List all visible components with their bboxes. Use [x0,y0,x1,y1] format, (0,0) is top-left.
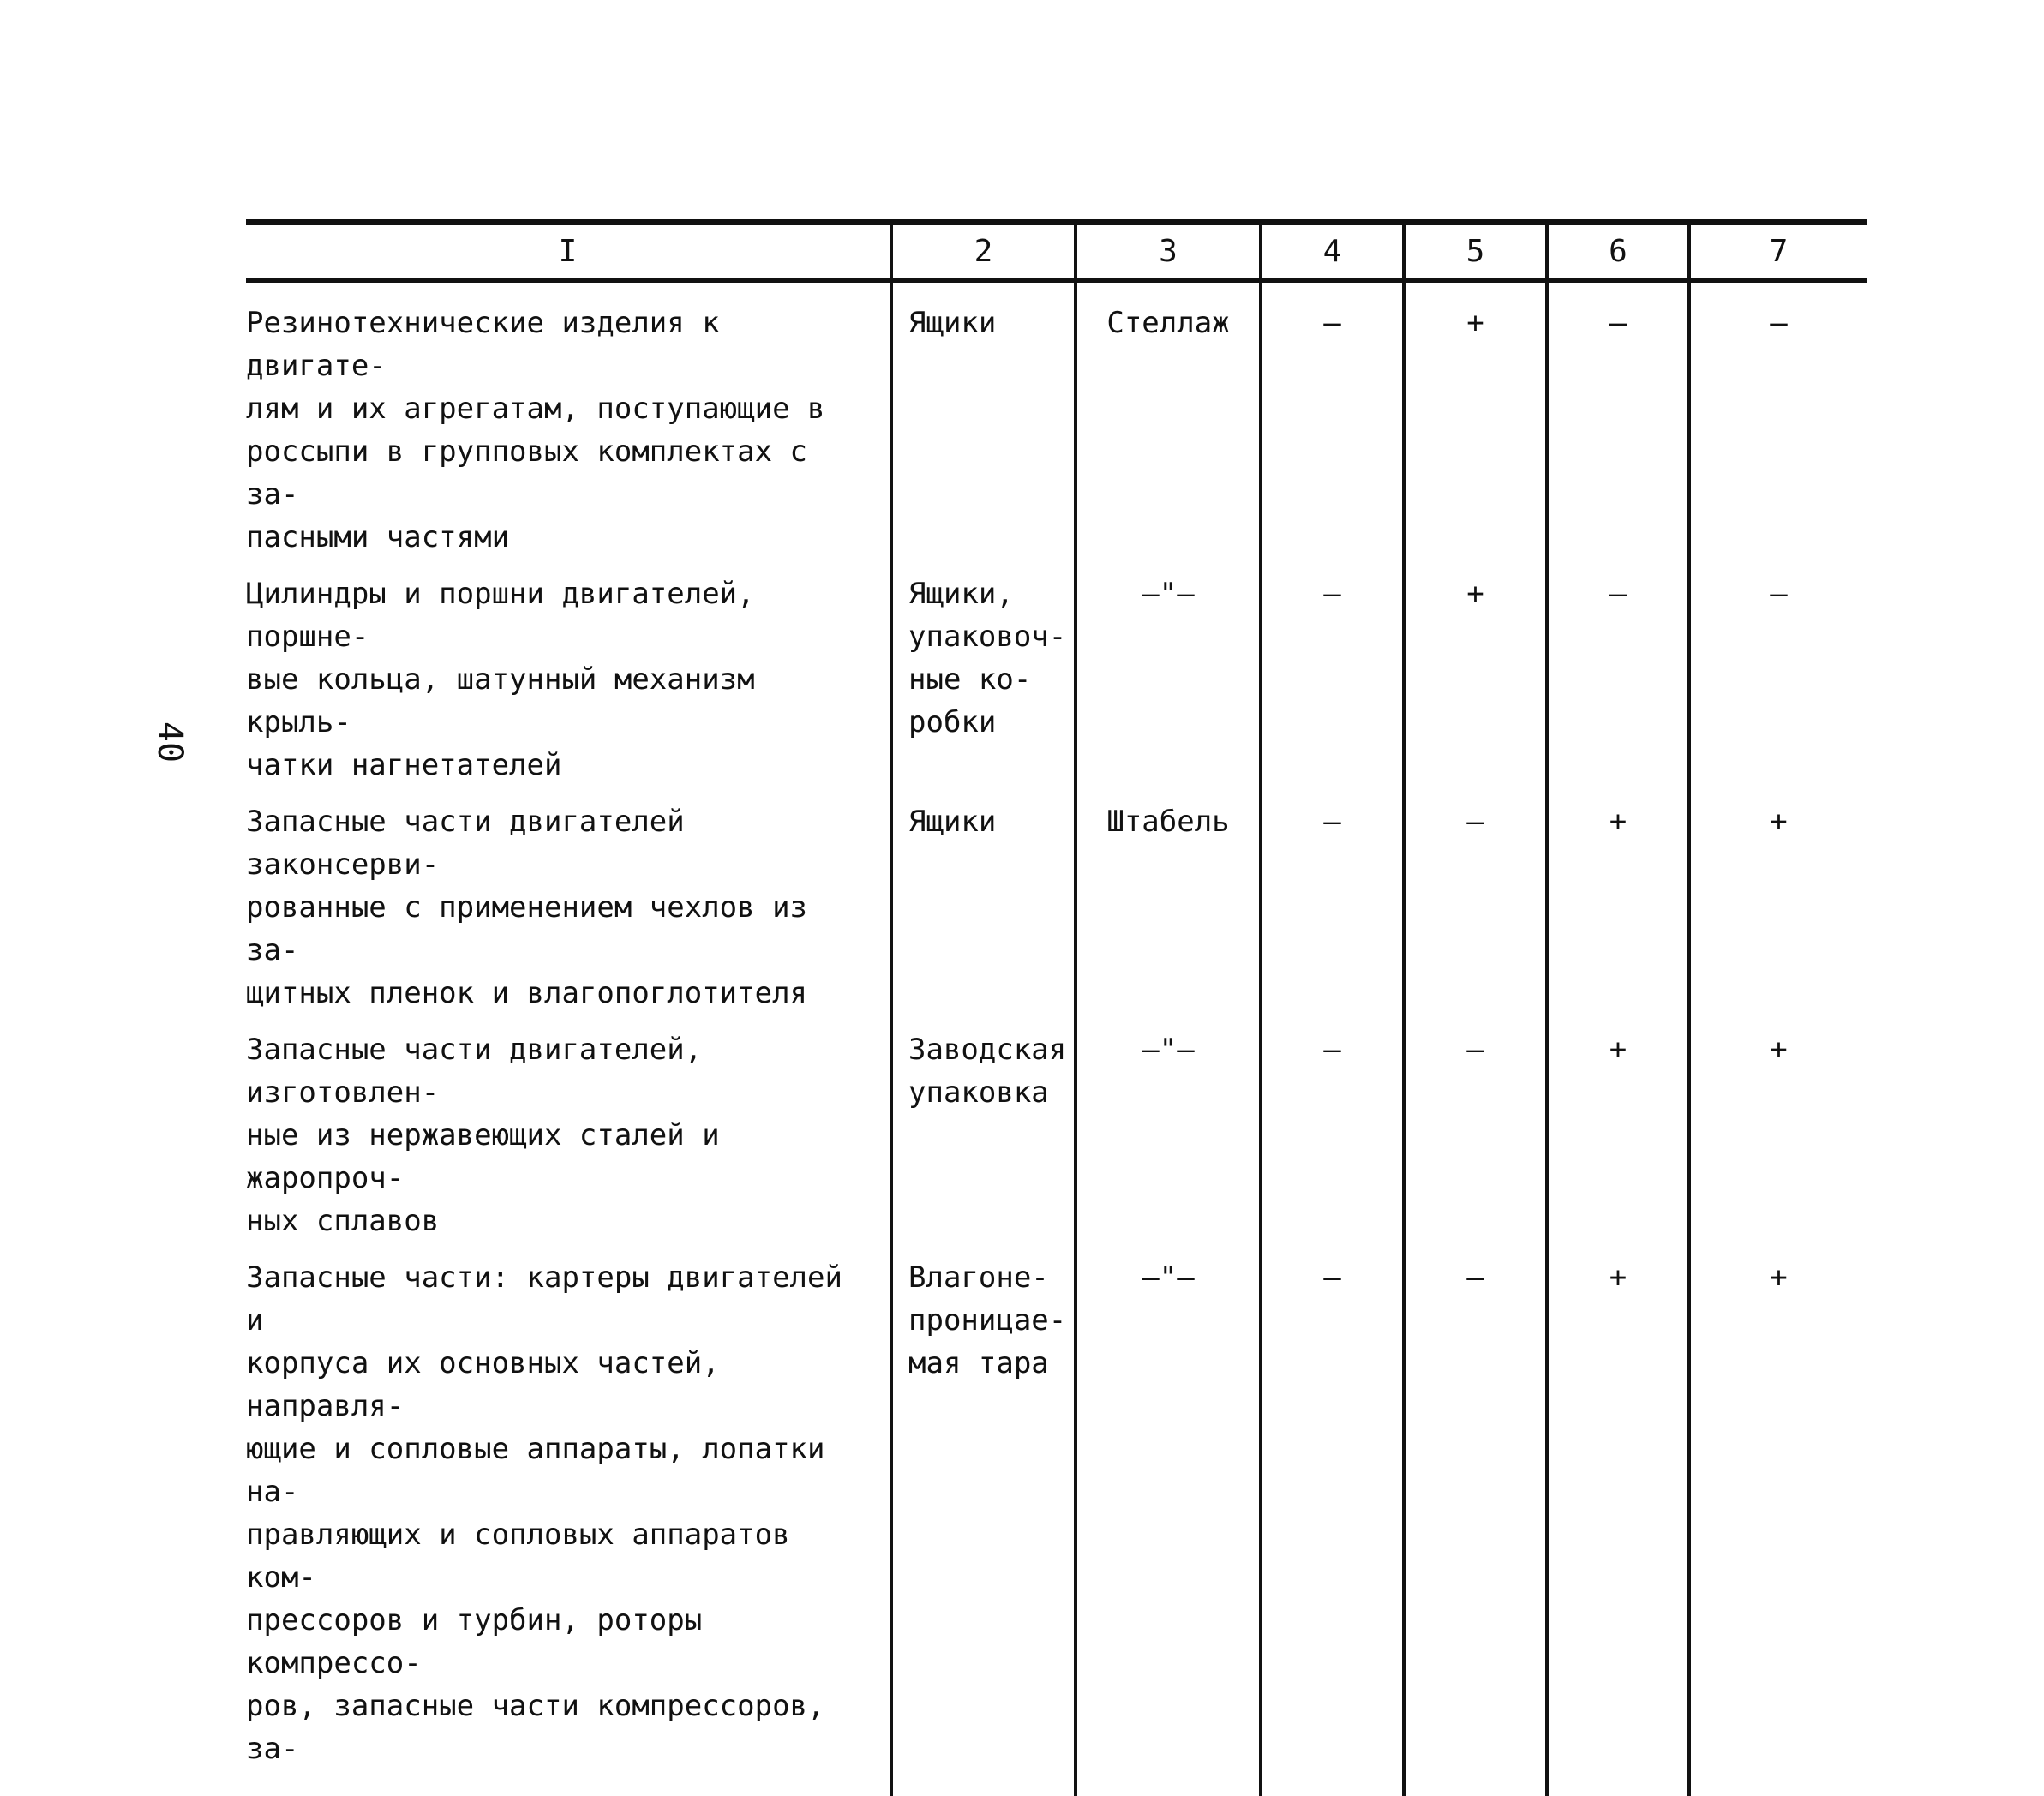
page-number: 40 [150,721,189,763]
col-6-mark: + [1547,1256,1689,1796]
storage-method-cell [1076,280,1261,572]
item-description-text: Резинотехнические изделия к двигате- лям и их агрегатам, поступающие в россыпи в групповых комплектах с за- пасными частями [246,306,825,554]
storage-method-cell [1076,1256,1261,1796]
item-description [246,1256,891,1796]
packaging-text: Влагоне- проницае- мая тара [908,1260,1067,1380]
item-description [246,1028,891,1256]
col-5-mark: – [1404,1256,1547,1796]
col-4-mark: – [1261,1028,1404,1256]
table-header-row [246,222,1867,280]
storage-table [246,219,1867,1796]
packaging-text: Ящики [908,805,997,839]
storage-method-text: –"– [1142,577,1195,611]
col-7-mark: – [1689,280,1867,572]
col-5-mark: – [1404,1028,1547,1256]
packaging-cell [891,1028,1076,1256]
storage-table-container [246,219,1867,1796]
packaging-cell [891,280,1076,572]
table-row [246,800,1867,1028]
header-col-6: 6 [1547,222,1689,280]
header-col-3: 3 [1076,222,1261,280]
col-4-mark: – [1261,800,1404,1028]
storage-method-text: Стеллаж [1106,306,1230,340]
header-col-7: 7 [1689,222,1867,280]
packaging-cell [891,572,1076,800]
packaging-text: Ящики [908,306,997,340]
col-7-mark: + [1689,800,1867,1028]
col-4-mark: – [1261,280,1404,572]
table-row [246,280,1867,572]
col-6-mark: – [1547,280,1689,572]
storage-method-cell [1076,1028,1261,1256]
storage-method-text: –"– [1142,1033,1195,1067]
table-row [246,572,1867,800]
storage-method-text: Штабель [1106,805,1230,839]
col-7-mark: + [1689,1028,1867,1256]
table-row [246,1028,1867,1256]
col-5-mark: + [1404,572,1547,800]
col-4-mark: – [1261,572,1404,800]
col-5-mark: – [1404,800,1547,1028]
packaging-cell [891,800,1076,1028]
header-col-1: I [246,222,891,280]
item-description [246,280,891,572]
col-6-mark: – [1547,572,1689,800]
storage-method-text: –"– [1142,1260,1195,1295]
col-5-mark: + [1404,280,1547,572]
item-description [246,572,891,800]
item-description-text: Запасные части двигателей законсерви- рованные с применением чехлов из за- щитных пленок и влагопоглотителя [246,805,808,1010]
header-col-4: 4 [1261,222,1404,280]
table-row [246,1256,1867,1796]
item-description-text: Цилиндры и поршни двигателей, поршне- вые кольца, шатунный механизм крыль- чатки нагнетателей [246,577,755,782]
storage-method-cell [1076,800,1261,1028]
col-7-mark: – [1689,572,1867,800]
header-col-2: 2 [891,222,1076,280]
item-description [246,800,891,1028]
col-4-mark: – [1261,1256,1404,1796]
item-description-text: Запасные части: картеры двигателей и корпуса их основных частей, направля- ющие и сопловые аппараты, лопатки на- правляющих и сопловых аппаратов ком- прессоров и турбин, роторы компрессо- ров, запасные части компрессоров, за- [246,1260,842,1766]
col-6-mark: + [1547,1028,1689,1256]
header-col-5: 5 [1404,222,1547,280]
storage-method-cell [1076,572,1261,800]
col-7-mark: + [1689,1256,1867,1796]
col-6-mark: + [1547,800,1689,1028]
packaging-cell [891,1256,1076,1796]
item-description-text: Запасные части двигателей, изготовлен- ные из нержавеющих сталей и жаропроч- ных сплавов [246,1033,720,1238]
packaging-text: Ящики, упаковоч- ные ко- робки [908,577,1067,739]
packaging-text: Заводская упаковка [908,1033,1067,1110]
